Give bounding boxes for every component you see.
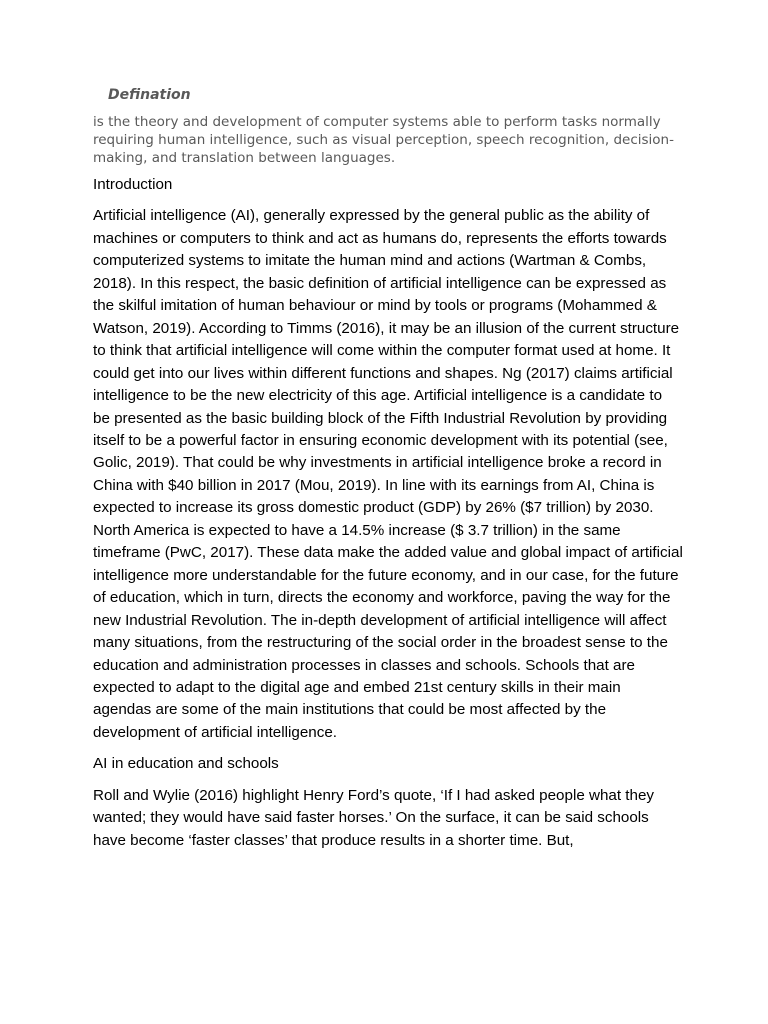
document-body bbox=[93, 174, 683, 861]
introduction-paragraph: Artificial intelligence (AI), generally expressed by the general public as the ability of machines or computers to think and act as humans do, represents the efforts towards computerized systems to imitate the human mind and actions (Wartman & Combs, 2018). In this respect, the basic definition of artificial intelligence can be expressed as the skilful imitation of human behaviour or mind by tools or programs (Mohammed & Watson, 2019). According to Timms (2016), it may be an illusion of the current structure to think that artificial intelligence will come within the computer format used at home. It could get into our lives within different functions and shapes. Ng (2017) claims artificial intelligence to be the new electricity of this age. Artificial intelligence is a candidate to be presented as the basic building block of the Fifth Industrial Revolution by providing itself to be a powerful factor in ensuring economic development with its potential (see, Golic, 2019). That could be why investments in artificial intelligence broke a record in China with $40 billion in 2017 (Mou, 2019). In line with its earnings from AI, China is expected to increase its gross domestic product (GDP) by 26% ($7 trillion) by 2030. North America is expected to have a 14.5% increase ($ 3.7 trillion) in the same timeframe (PwC, 2017). These data make the added value and global impact of artificial intelligence more understandable for the future economy, and in our case, for the future of education, which in turn, directs the economy and workforce, paving the way for the new Industrial Revolution. The in-depth development of artificial intelligence will affect many situations, from the restructuring of the social order in the broadest sense to the education and administration processes in classes and schools. Schools that are expected to adapt to the digital age and embed 21st century skills in their main agendas are some of the main institutions that could be most affected by the development of artificial intelligence. bbox=[93, 207, 683, 741]
ai-in-education-heading: AI in education and schools bbox=[93, 755, 279, 773]
introduction-heading: Introduction bbox=[93, 176, 173, 193]
definition-text: is the theory and development of computer systems able to perform tasks normally requiring human intelligence, such as visual perception, speech recognition, decision-making, and translation between languages. bbox=[93, 114, 674, 166]
ai-in-education-paragraph: Roll and Wylie (2016) highlight Henry Ford’s quote, ‘If I had asked people what they wanted; they would have said faster horses.’ On the surface, it can be said schools have become ‘faster classes’ that produce results in a shorter time. But, bbox=[93, 786, 654, 849]
definition-heading: Defination bbox=[108, 87, 191, 103]
